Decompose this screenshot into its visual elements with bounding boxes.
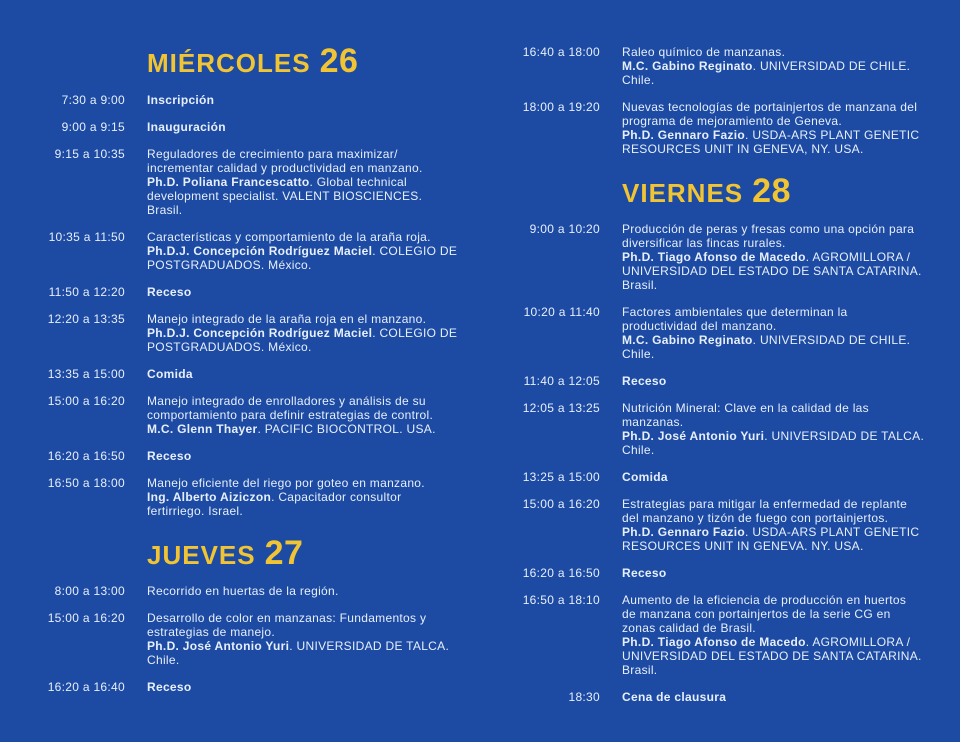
- bold-text-segment: Comida: [622, 470, 668, 484]
- day-number-label: 26: [319, 42, 359, 80]
- bold-text-segment: Ph.D. Tiago Afonso de Macedo: [622, 250, 806, 264]
- bold-text-segment: Cena de clausura: [622, 690, 727, 704]
- event-description: [147, 680, 192, 694]
- event-row: [35, 120, 480, 134]
- event-time: 9:00 a 9:15: [61, 120, 125, 134]
- bold-text-segment: Ph.D. Tiago Afonso de Macedo: [622, 635, 806, 649]
- description-line: [147, 490, 425, 504]
- text-segment: POSTGRADUADOS. México.: [147, 340, 312, 354]
- bold-text-segment: Receso: [622, 566, 667, 580]
- bold-text-segment: Receso: [147, 449, 192, 463]
- text-segment: Nuevas tecnologías de portainjertos de manzana del: [622, 100, 918, 114]
- description-line: [147, 258, 457, 272]
- event-row: [510, 593, 960, 677]
- event-description: [147, 394, 436, 436]
- description-line: [622, 73, 910, 87]
- text-segment: . Capacitador consultor: [271, 490, 402, 504]
- day-heading: [622, 172, 960, 211]
- text-segment: Manejo integrado de enrolladores y análisis de su: [147, 394, 426, 408]
- event-description: [622, 222, 922, 292]
- text-segment: Estrategias para mitigar la enfermedad de replante: [622, 497, 908, 511]
- description-line: [147, 639, 449, 653]
- description-line: [622, 59, 910, 73]
- event-time: 15:00 a 16:20: [47, 394, 125, 408]
- text-segment: de manzana con portainjertos de la serie CG en: [622, 607, 891, 621]
- event-description: [622, 374, 667, 388]
- event-time: 16:40 a 18:00: [522, 45, 600, 59]
- event-time: 8:00 a 13:00: [54, 584, 125, 598]
- description-line: [622, 497, 919, 511]
- description-line: [147, 326, 457, 340]
- description-line: [147, 93, 214, 107]
- description-line: [147, 285, 192, 299]
- event-description: [622, 593, 922, 677]
- bold-text-segment: Ph.D.J. Concepción Rodríguez Maciel: [147, 244, 373, 258]
- text-segment: Factores ambientales que determinan la: [622, 305, 848, 319]
- event-description: [147, 120, 226, 134]
- text-segment: Producción de peras y fresas como una opción para: [622, 222, 915, 236]
- event-time: 16:50 a 18:10: [522, 593, 600, 607]
- bold-text-segment: Ph.D. Gennaro Fazio: [622, 525, 746, 539]
- description-line: [622, 278, 922, 292]
- event-description: [622, 305, 910, 361]
- text-segment: del manzano y tizón de fuego con portainjertos.: [622, 511, 889, 525]
- description-line: [622, 264, 922, 278]
- bold-text-segment: Inauguración: [147, 120, 226, 134]
- day-heading: [147, 534, 480, 573]
- event-time: 15:00 a 16:20: [522, 497, 600, 511]
- text-segment: . UNIVERSIDAD DE TALCA.: [764, 429, 925, 443]
- text-segment: UNIVERSIDAD DEL ESTADO DE SANTA CATARINA.: [622, 649, 922, 663]
- text-segment: zonas calidad de Brasil.: [622, 621, 756, 635]
- day-heading: [147, 42, 480, 81]
- event-row: [510, 100, 960, 156]
- description-line: [622, 142, 919, 156]
- description-line: [622, 607, 922, 621]
- event-description: [622, 100, 919, 156]
- text-segment: . UNIVERSIDAD DE CHILE.: [752, 59, 911, 73]
- description-line: [147, 584, 339, 598]
- event-time: 13:35 a 15:00: [47, 367, 125, 381]
- event-description: [147, 93, 214, 107]
- text-segment: diversificar las fincas rurales.: [622, 236, 786, 250]
- event-time: 9:15 a 10:35: [54, 147, 125, 161]
- bold-text-segment: Inscripción: [147, 93, 215, 107]
- description-line: [147, 476, 425, 490]
- event-row: [510, 401, 960, 457]
- event-time: 16:50 a 18:00: [47, 476, 125, 490]
- text-segment: Brasil.: [622, 663, 658, 677]
- text-segment: Aumento de la eficiencia de producción en huertos: [622, 593, 907, 607]
- event-description: [147, 584, 339, 598]
- description-line: [622, 347, 910, 361]
- text-segment: Chile.: [622, 443, 655, 457]
- description-line: [622, 649, 922, 663]
- text-segment: Raleo químico de manzanas.: [622, 45, 786, 59]
- description-line: [622, 566, 667, 580]
- description-line: [622, 319, 910, 333]
- event-row: [35, 367, 480, 381]
- day-name-label: VIERNES: [622, 178, 744, 208]
- text-segment: productividad del manzano.: [622, 319, 777, 333]
- text-segment: . UNIVERSIDAD DE CHILE.: [752, 333, 911, 347]
- event-row: [35, 285, 480, 299]
- text-segment: Desarrollo de color en manzanas: Fundamentos y: [147, 611, 427, 625]
- description-line: [622, 443, 924, 457]
- text-segment: programa de mejoramiento de Geneva.: [622, 114, 842, 128]
- event-time: 11:40 a 12:05: [523, 374, 600, 388]
- day-number-label: 27: [264, 534, 304, 572]
- description-line: [622, 250, 922, 264]
- bold-text-segment: Receso: [147, 680, 192, 694]
- event-description: [622, 45, 910, 87]
- description-line: [147, 147, 423, 161]
- event-time: 10:20 a 11:40: [523, 305, 600, 319]
- event-row: [35, 93, 480, 107]
- description-line: [147, 340, 457, 354]
- bold-text-segment: Receso: [622, 374, 667, 388]
- description-line: [147, 394, 436, 408]
- description-line: [622, 236, 922, 250]
- text-segment: POSTGRADUADOS. México.: [147, 258, 312, 272]
- description-line: [147, 408, 436, 422]
- description-line: [622, 690, 726, 704]
- text-segment: . COLEGIO DE: [372, 244, 458, 258]
- event-description: [622, 470, 668, 484]
- event-time: 15:00 a 16:20: [47, 611, 125, 625]
- event-description: [147, 611, 449, 667]
- event-time: 18:00 a 19:20: [522, 100, 600, 114]
- event-row: [35, 584, 480, 598]
- text-segment: Chile.: [622, 347, 655, 361]
- description-line: [147, 504, 425, 518]
- description-line: [147, 161, 423, 175]
- text-segment: . UNIVERSIDAD DE TALCA.: [289, 639, 450, 653]
- event-time: 16:20 a 16:40: [47, 680, 125, 694]
- event-row: [35, 147, 480, 217]
- text-segment: Brasil.: [147, 203, 183, 217]
- bold-text-segment: M.C. Glenn Thayer: [147, 422, 258, 436]
- description-line: [622, 663, 922, 677]
- column-right: [480, 0, 960, 742]
- description-line: [147, 120, 226, 134]
- event-description: [147, 367, 193, 381]
- event-row: [35, 230, 480, 272]
- text-segment: . AGROMILLORA /: [805, 635, 911, 649]
- event-row: [35, 312, 480, 354]
- bold-text-segment: Ph.D. José Antonio Yuri: [147, 639, 290, 653]
- description-line: [622, 374, 667, 388]
- event-row: [35, 394, 480, 436]
- description-line: [622, 415, 924, 429]
- event-row: [510, 374, 960, 388]
- description-line: [147, 449, 192, 463]
- description-line: [622, 429, 924, 443]
- event-row: [35, 449, 480, 463]
- description-line: [147, 422, 436, 436]
- event-row: [510, 222, 960, 292]
- text-segment: Reguladores de crecimiento para maximizar/: [147, 147, 398, 161]
- bold-text-segment: Ph.D.J. Concepción Rodríguez Maciel: [147, 326, 373, 340]
- event-row: [35, 680, 480, 694]
- text-segment: estrategias de manejo.: [147, 625, 276, 639]
- bold-text-segment: Ing. Alberto Aiziczon: [147, 490, 272, 504]
- event-row: [510, 566, 960, 580]
- event-description: [622, 497, 919, 553]
- bold-text-segment: Receso: [147, 285, 192, 299]
- description-line: [147, 680, 192, 694]
- event-description: [147, 285, 192, 299]
- description-line: [622, 100, 919, 114]
- description-line: [147, 625, 449, 639]
- text-segment: development specialist. VALENT BIOSCIENCES.: [147, 189, 423, 203]
- text-segment: Manejo integrado de la araña roja en el manzano.: [147, 312, 427, 326]
- event-description: [147, 476, 425, 518]
- event-time: 11:50 a 12:20: [48, 285, 125, 299]
- event-description: [147, 449, 192, 463]
- text-segment: . USDA-ARS PLANT GENETIC: [745, 525, 920, 539]
- event-description: [147, 230, 457, 272]
- description-line: [622, 222, 922, 236]
- text-segment: fertirriego. Israel.: [147, 504, 244, 518]
- day-number-label: 28: [752, 172, 791, 210]
- description-line: [147, 611, 449, 625]
- event-row: [35, 611, 480, 667]
- text-segment: comportamiento para definir estrategias de control.: [147, 408, 434, 422]
- event-description: [147, 312, 457, 354]
- bold-text-segment: M.C. Gabino Reginato: [622, 59, 753, 73]
- event-time: 9:00 a 10:20: [529, 222, 600, 236]
- text-segment: RESOURCES UNIT IN GENEVA, NY. USA.: [622, 142, 864, 156]
- bold-text-segment: Ph.D. Poliana Francescatto: [147, 175, 310, 189]
- description-line: [622, 470, 668, 484]
- day-name-label: MIÉRCOLES: [147, 48, 311, 78]
- description-line: [622, 128, 919, 142]
- bold-text-segment: Ph.D. Gennaro Fazio: [622, 128, 746, 142]
- text-segment: Manejo eficiente del riego por goteo en manzano.: [147, 476, 425, 490]
- description-line: [622, 593, 922, 607]
- text-segment: incrementar calidad y productividad en manzano.: [147, 161, 423, 175]
- description-line: [147, 244, 457, 258]
- description-line: [622, 525, 919, 539]
- event-description: [622, 401, 924, 457]
- text-segment: Chile.: [622, 73, 655, 87]
- text-segment: . PACIFIC BIOCONTROL. USA.: [257, 422, 436, 436]
- event-description: [147, 147, 423, 217]
- event-row: [510, 470, 960, 484]
- text-segment: . USDA-ARS PLANT GENETIC: [745, 128, 920, 142]
- event-row: [510, 45, 960, 87]
- event-description: [622, 690, 726, 704]
- text-segment: RESOURCES UNIT IN GENEVA. NY. USA.: [622, 539, 864, 553]
- event-time: 12:05 a 13:25: [522, 401, 600, 415]
- text-segment: . AGROMILLORA /: [805, 250, 911, 264]
- text-segment: Recorrido en huertas de la región.: [147, 584, 339, 598]
- description-line: [147, 230, 457, 244]
- description-line: [622, 621, 922, 635]
- description-line: [147, 203, 423, 217]
- event-row: [510, 305, 960, 361]
- text-segment: Características y comportamiento de la araña roja.: [147, 230, 431, 244]
- description-line: [147, 312, 457, 326]
- text-segment: . COLEGIO DE: [372, 326, 458, 340]
- event-time: 18:30: [568, 690, 600, 704]
- bold-text-segment: M.C. Gabino Reginato: [622, 333, 753, 347]
- event-row: [35, 476, 480, 518]
- description-line: [147, 189, 423, 203]
- description-line: [622, 539, 919, 553]
- event-row: [510, 690, 960, 704]
- event-description: [622, 566, 667, 580]
- event-time: 7:30 a 9:00: [61, 93, 125, 107]
- event-time: 13:25 a 15:00: [522, 470, 600, 484]
- event-time: 16:20 a 16:50: [522, 566, 600, 580]
- event-time: 12:20 a 13:35: [47, 312, 125, 326]
- text-segment: UNIVERSIDAD DEL ESTADO DE SANTA CATARINA.: [622, 264, 922, 278]
- bold-text-segment: Comida: [147, 367, 193, 381]
- text-segment: Brasil.: [622, 278, 658, 292]
- text-segment: . Global technical: [309, 175, 407, 189]
- description-line: [622, 401, 924, 415]
- description-line: [622, 45, 910, 59]
- description-line: [622, 511, 919, 525]
- day-name-label: JUEVES: [147, 540, 256, 570]
- description-line: [622, 305, 910, 319]
- text-segment: Nutrición Mineral: Clave en la calidad de las: [622, 401, 869, 415]
- description-line: [622, 333, 910, 347]
- description-line: [622, 114, 919, 128]
- description-line: [147, 367, 193, 381]
- event-time: 16:20 a 16:50: [47, 449, 125, 463]
- bold-text-segment: Ph.D. José Antonio Yuri: [622, 429, 765, 443]
- event-row: [510, 497, 960, 553]
- text-segment: Chile.: [147, 653, 180, 667]
- description-line: [622, 635, 922, 649]
- description-line: [147, 175, 423, 189]
- description-line: [147, 653, 449, 667]
- text-segment: manzanas.: [622, 415, 684, 429]
- event-time: 10:35 a 11:50: [48, 230, 125, 244]
